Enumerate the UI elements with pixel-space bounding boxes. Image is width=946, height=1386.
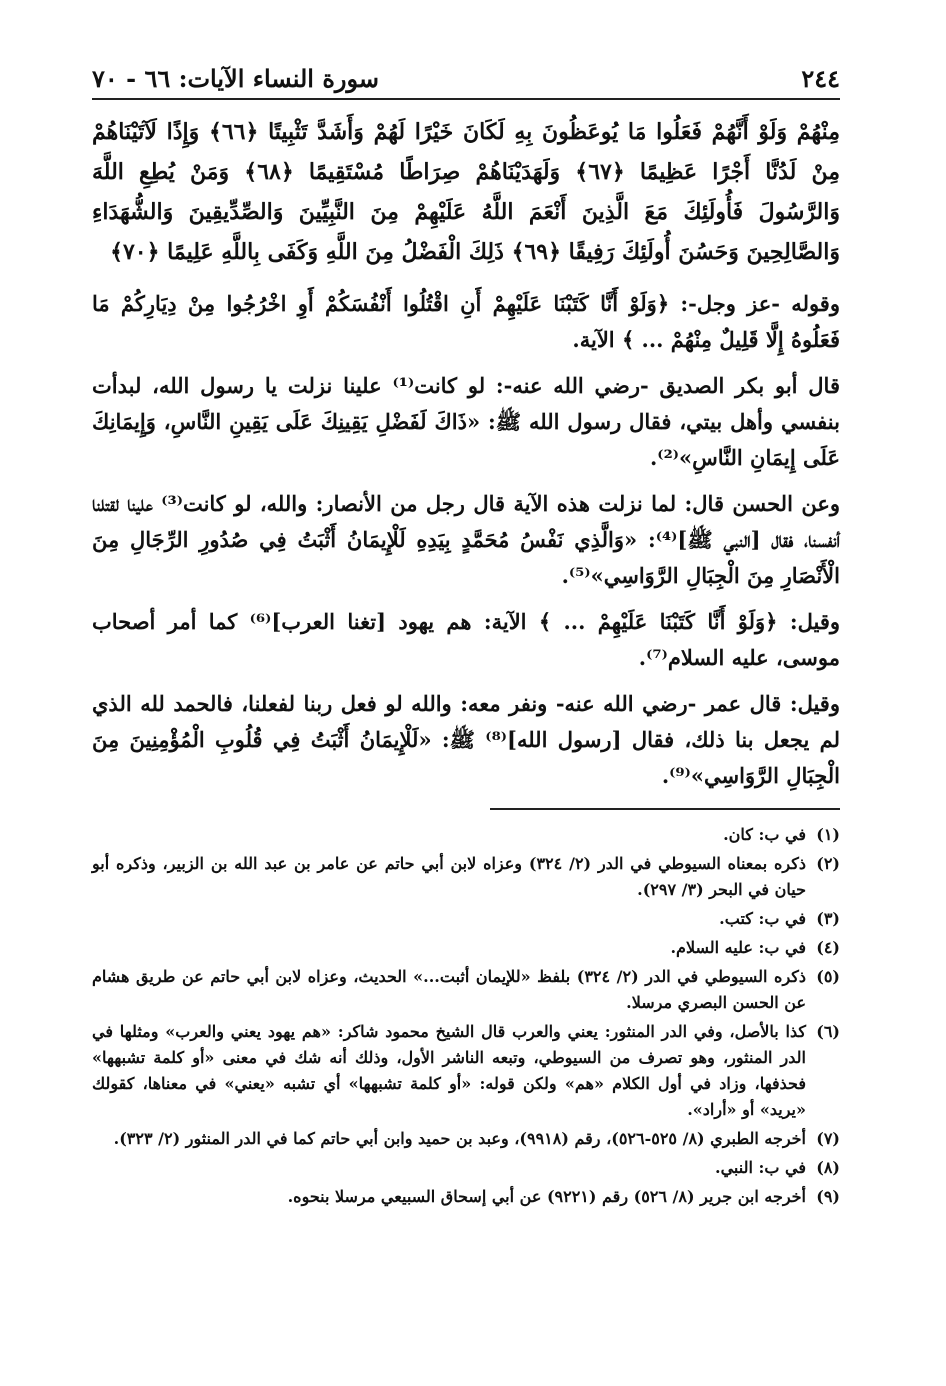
footnote-number: (٢) bbox=[816, 854, 840, 873]
footnote-text: كذا بالأصل، وفي الدر المنثور: يعني والعرب قال الشيخ محمود شاكر: «هم يهود يعني والعرب» ومثلها في الدر المنثور، وهو تصرف من السيوطي، وتبعه الناشر الأول، وذلك أنه شك في معنى «أو كلمة تشبهها» فحذفها، وزاد في أول الكلام «هم» ولكن قوله: «أو كلمة تشبهها» أي تشبه «يعني» في معناها، كقولك «يريد» أو «أراد». bbox=[92, 1022, 806, 1119]
footnote-number: (٧) bbox=[816, 1129, 840, 1148]
running-title: سورة النساء الآيات: ٦٦ - ٧٠ bbox=[92, 64, 380, 93]
footnote-number: (٨) bbox=[816, 1158, 840, 1177]
footnote-text: أخرجه الطبري (٨/ ٥٢٥-٥٢٦)، رقم (٩٩١٨)، وعبد بن حميد وابن أبي حاتم كما في الدر المنثور (٢/ ٣٢٣). bbox=[113, 1129, 806, 1148]
footnote-number: (١) bbox=[816, 825, 840, 844]
footnote-text: أخرجه ابن جرير (٨/ ٥٢٦) رقم (٩٢٢١) عن أبي إسحاق السبيعي مرسلا بنحوه. bbox=[287, 1187, 806, 1206]
footnote bbox=[92, 935, 840, 961]
footnote-text: في ب: كتب. bbox=[719, 909, 806, 928]
quran-verses: مِنْهُمْ وَلَوْ أَنَّهُمْ فَعَلُوا مَا يُوعَظُونَ بِهِ لَكَانَ خَيْرًا لَهُمْ وَأَشَدَّ تَثْبِيتًا ﴿٦٦﴾ وَإِذًا لَآتَيْنَاهُمْ مِنْ لَدُنَّا أَجْرًا عَظِيمًا ﴿٦٧﴾ وَلَهَدَيْنَاهُمْ صِرَاطًا مُسْتَقِيمًا ﴿٦٨﴾ وَمَنْ يُطِعِ اللَّهَ وَالرَّسُولَ فَأُولَئِكَ مَعَ الَّذِينَ أَنْعَمَ اللَّهُ عَلَيْهِمْ مِنَ النَّبِيِّينَ وَالصِّدِّيقِينَ وَالشُّهَدَاءِ وَالصَّالِحِينَ وَحَسُنَ أُولَئِكَ رَفِيقًا ﴿٦٩﴾ ذَلِكَ الْفَضْلُ مِنَ اللَّهِ وَكَفَى بِاللَّهِ عَلِيمًا ﴿٧٠﴾ bbox=[92, 119, 841, 265]
footnotes bbox=[92, 822, 840, 1210]
footnote bbox=[92, 1155, 840, 1181]
footnote-text: في ب: النبي. bbox=[715, 1158, 806, 1177]
footnote-text: في ب: كان. bbox=[723, 825, 806, 844]
footnote bbox=[92, 1126, 840, 1152]
footnote-text: في ب: عليه السلام. bbox=[670, 938, 806, 957]
paragraph-4: وقيل: ﴿وَلَوْ أَنَّا كَتَبْنَا عَلَيْهِمْ ... ﴾ الآية: هم يهود [تغنا العرب]⁽⁶⁾ كما أمر أصحاب موسى، عليه السلام⁽⁷⁾. bbox=[92, 609, 840, 670]
paragraph-5: وقيل: قال عمر -رضي الله عنه- ونفر معه: والله لو فعل ربنا لفعلنا، فالحمد لله الذي لم يجعل بنا ذلك، فقال [رسول الله]⁽⁸⁾ ﷺ: «لَلْإِيمَانُ أَثْبَتُ فِي قُلُوبِ الْمُؤْمِنِينَ مِنَ الْجِبَالِ الرَّوَاسِي»⁽⁹⁾. bbox=[92, 691, 840, 788]
footnote-text: ذكره السيوطي في الدر (٢/ ٣٢٤) بلفظ «للإيمان أثبت...» الحديث، وعزاه لابن أبي حاتم عن طريق هشام عن الحسن البصري مرسلا. bbox=[92, 967, 807, 1012]
page-header bbox=[92, 58, 840, 100]
footnote bbox=[92, 964, 840, 1016]
paragraph-1: وقوله -عز وجل-: ﴿وَلَوْ أَنَّا كَتَبْنَا عَلَيْهِمْ أَنِ اقْتُلُوا أَنْفُسَكُمْ أَوِ اخْرُجُوا مِنْ دِيَارِكُمْ مَا فَعَلُوهُ إِلَّا قَلِيلٌ مِنْهُمْ ... ﴾ الآية. bbox=[92, 291, 840, 352]
page-number: ٢٤٤ bbox=[801, 64, 840, 93]
footnote bbox=[92, 822, 840, 848]
footnote-number: (٩) bbox=[816, 1187, 840, 1206]
footnote bbox=[92, 851, 840, 903]
footnote bbox=[92, 906, 840, 932]
footnote-separator bbox=[490, 808, 840, 810]
footnote-number: (٦) bbox=[816, 1022, 840, 1041]
paragraph-2: قال أبو بكر الصديق -رضي الله عنه-: لو كانت⁽¹⁾ علينا نزلت يا رسول الله، لبدأت بنفسي وأهل بيتي، فقال رسول الله ﷺ: «ذَاكَ لَفَضْلِ يَقِينِكَ عَلَى يَقِينِ النَّاسِ، وَإِيمَانِكَ عَلَى إِيمَانِ النَّاسِ»⁽²⁾. bbox=[92, 373, 840, 470]
footnote-number: (٤) bbox=[816, 938, 840, 957]
footnote bbox=[92, 1019, 840, 1123]
page bbox=[92, 58, 840, 1368]
footnote-number: (٥) bbox=[816, 967, 840, 986]
footnote-text: ذكره بمعناه السيوطي في الدر (٢/ ٣٢٤) وعزاه لابن أبي حاتم عن عامر بن عبد الله بن الزبير، وذكره أبو حيان في البحر (٣/ ٢٩٧). bbox=[92, 854, 806, 899]
footnote bbox=[92, 1184, 840, 1210]
footnote-number: (٣) bbox=[816, 909, 840, 928]
paragraph-3: وعن الحسن قال: لما نزلت هذه الآية قال رجل من الأنصار: والله، لو كانت⁽³⁾ علينا لقتلنا أنفسنا، فقال [النبي ﷺ]⁽⁴⁾: «وَالَّذِي نَفْسُ مُحَمَّدٍ بِيَدِهِ لَلْإِيمَانُ أَثْبَتُ فِي صُدُورِ الرِّجَالِ مِنَ الْأَنْصَارِ مِنَ الْجِبَالِ الرَّوَاسِي»⁽⁵⁾. bbox=[92, 491, 840, 588]
